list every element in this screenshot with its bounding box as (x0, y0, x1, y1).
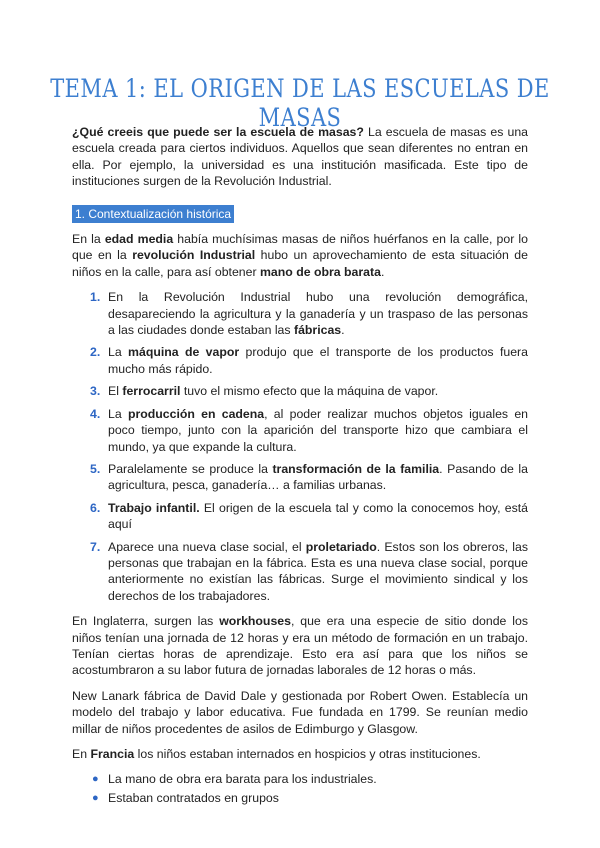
list-number: 7. (90, 539, 101, 554)
text-run: , que era una especie de sitio donde los niños tenían una jornada de 12 horas y era un método de formación en un trabajo. Tenían ciertas horas de aprendizaje. Esto era así para que los niños se acostumbraron a su labor futura de jornadas laborales de 12 horas o más. (72, 614, 528, 678)
intro-question: ¿Qué creeis que puede ser la escuela de masas? (72, 125, 364, 139)
bullet-text: Estaban contratados en grupos (108, 790, 279, 805)
text-run: El (108, 384, 123, 399)
list-item (72, 406, 528, 455)
text-run: . (380, 264, 385, 279)
text-run: los niños estaban internados en hospicios y otras instituciones. (134, 747, 481, 761)
text-run: En la Revolución Industrial hubo una revolución demográfica, desapareciendo la agricultura y la ganadería y un traspaso de las personas a las ciudades donde estaban las (108, 290, 528, 338)
bullet-item (72, 771, 528, 787)
document-body (72, 124, 528, 815)
list-number: 6. (90, 500, 101, 515)
text-run: , al poder realizar muchos objetos iguales en poco tiempo, junto con la aparición del transporte hizo que cambiara el mundo, ya que expande la cultura. (108, 406, 528, 454)
text-run: había muchísimas masas de niños huérfanos en la calle, por lo que en la (72, 232, 528, 263)
list-number: 1. (90, 290, 101, 305)
text-run: Paralelamente se produce la (108, 461, 273, 476)
text-run: En la (72, 232, 105, 247)
bold-run: Trabajo infantil. (108, 500, 200, 515)
text-run: La (108, 406, 128, 421)
text-run: . Estos son los obreros, las personas que trabajan en la fábrica. Esta es una nueva clase social, porque anteriormente no existían las fábricas. Surge el movimiento sindical y los derechos de los trabajadores. (108, 539, 528, 603)
bold-run: ferrocarril (122, 384, 181, 399)
intro-paragraph (72, 124, 528, 190)
text-run: produjo que el transporte de los productos fuera mucho más rápido. (108, 345, 528, 376)
bullet-icon: ● (92, 773, 99, 786)
bold-run: máquina de vapor (128, 345, 240, 360)
bullet-icon: ● (92, 791, 99, 804)
list-item (72, 289, 528, 338)
paragraph-new-lanark: New Lanark fábrica de David Dale y gestionada por Robert Owen. Establecía un modelo del trabajo y labor educativa. Fue fundada en 1799. Se reunían medio millar de niños procedentes de asilos de Edimburgo y Glasgow. (72, 688, 528, 736)
page-title: TEMA 1: EL ORIGEN DE LAS ESCUELAS DE MASAS (50, 74, 550, 132)
list-item (72, 383, 528, 399)
text-run: La (108, 345, 129, 360)
list-number: 3. (90, 384, 101, 399)
paragraph-inglaterra (72, 613, 528, 679)
section-heading: 1. Contextualización histórica (72, 205, 234, 223)
intro-answer: La escuela de masas es una escuela creada para ciertos individuos. Aquellos que sean diferentes no entran en ella. Por ejemplo, la universidad es una institución masificada. Este tipo de instituciones surgen de la Revolución Industrial. (72, 125, 528, 189)
numbered-list (72, 289, 528, 604)
bold-run: revolución Industrial (132, 248, 256, 263)
bullet-text: La mano de obra era barata para los industriales. (108, 772, 377, 787)
text-run: hubo un aprovechamiento de esta situación de niños en la calle, para así obtener (72, 248, 528, 279)
text-run: . (341, 323, 345, 338)
bold-run: proletariado (305, 539, 377, 554)
text-run: . Pasando de la agricultura, pesca, ganadería… a familias urbanas. (108, 461, 528, 493)
bold-run: mano de obra barata (260, 264, 381, 279)
text-run: El origen de la escuela tal y como la conocemos hoy, está aquí (108, 500, 528, 532)
bold-run: workhouses (219, 614, 291, 629)
list-item (72, 344, 528, 377)
text-run: Aparece una nueva clase social, el (108, 539, 306, 554)
list-number: 5. (90, 461, 101, 476)
text-run: En Inglaterra, surgen las (72, 614, 220, 629)
bold-run: producción en cadena (127, 406, 265, 421)
bold-run: fábricas (293, 323, 342, 338)
bold-run: Francia (90, 747, 135, 761)
list-item (72, 539, 528, 605)
bullet-list (72, 771, 528, 806)
list-number: 4. (90, 406, 101, 421)
paragraph-edad-media (72, 231, 528, 280)
paragraph-francia (72, 746, 528, 762)
text-run: tuvo el mismo efecto que la máquina de vapor. (180, 384, 439, 399)
list-number: 2. (90, 345, 101, 360)
bullet-item (72, 790, 528, 806)
list-item (72, 500, 528, 533)
text-run: En (72, 747, 91, 761)
list-item (72, 461, 528, 494)
bold-run: edad media (104, 232, 174, 247)
bold-run: transformación de la familia (272, 461, 440, 476)
